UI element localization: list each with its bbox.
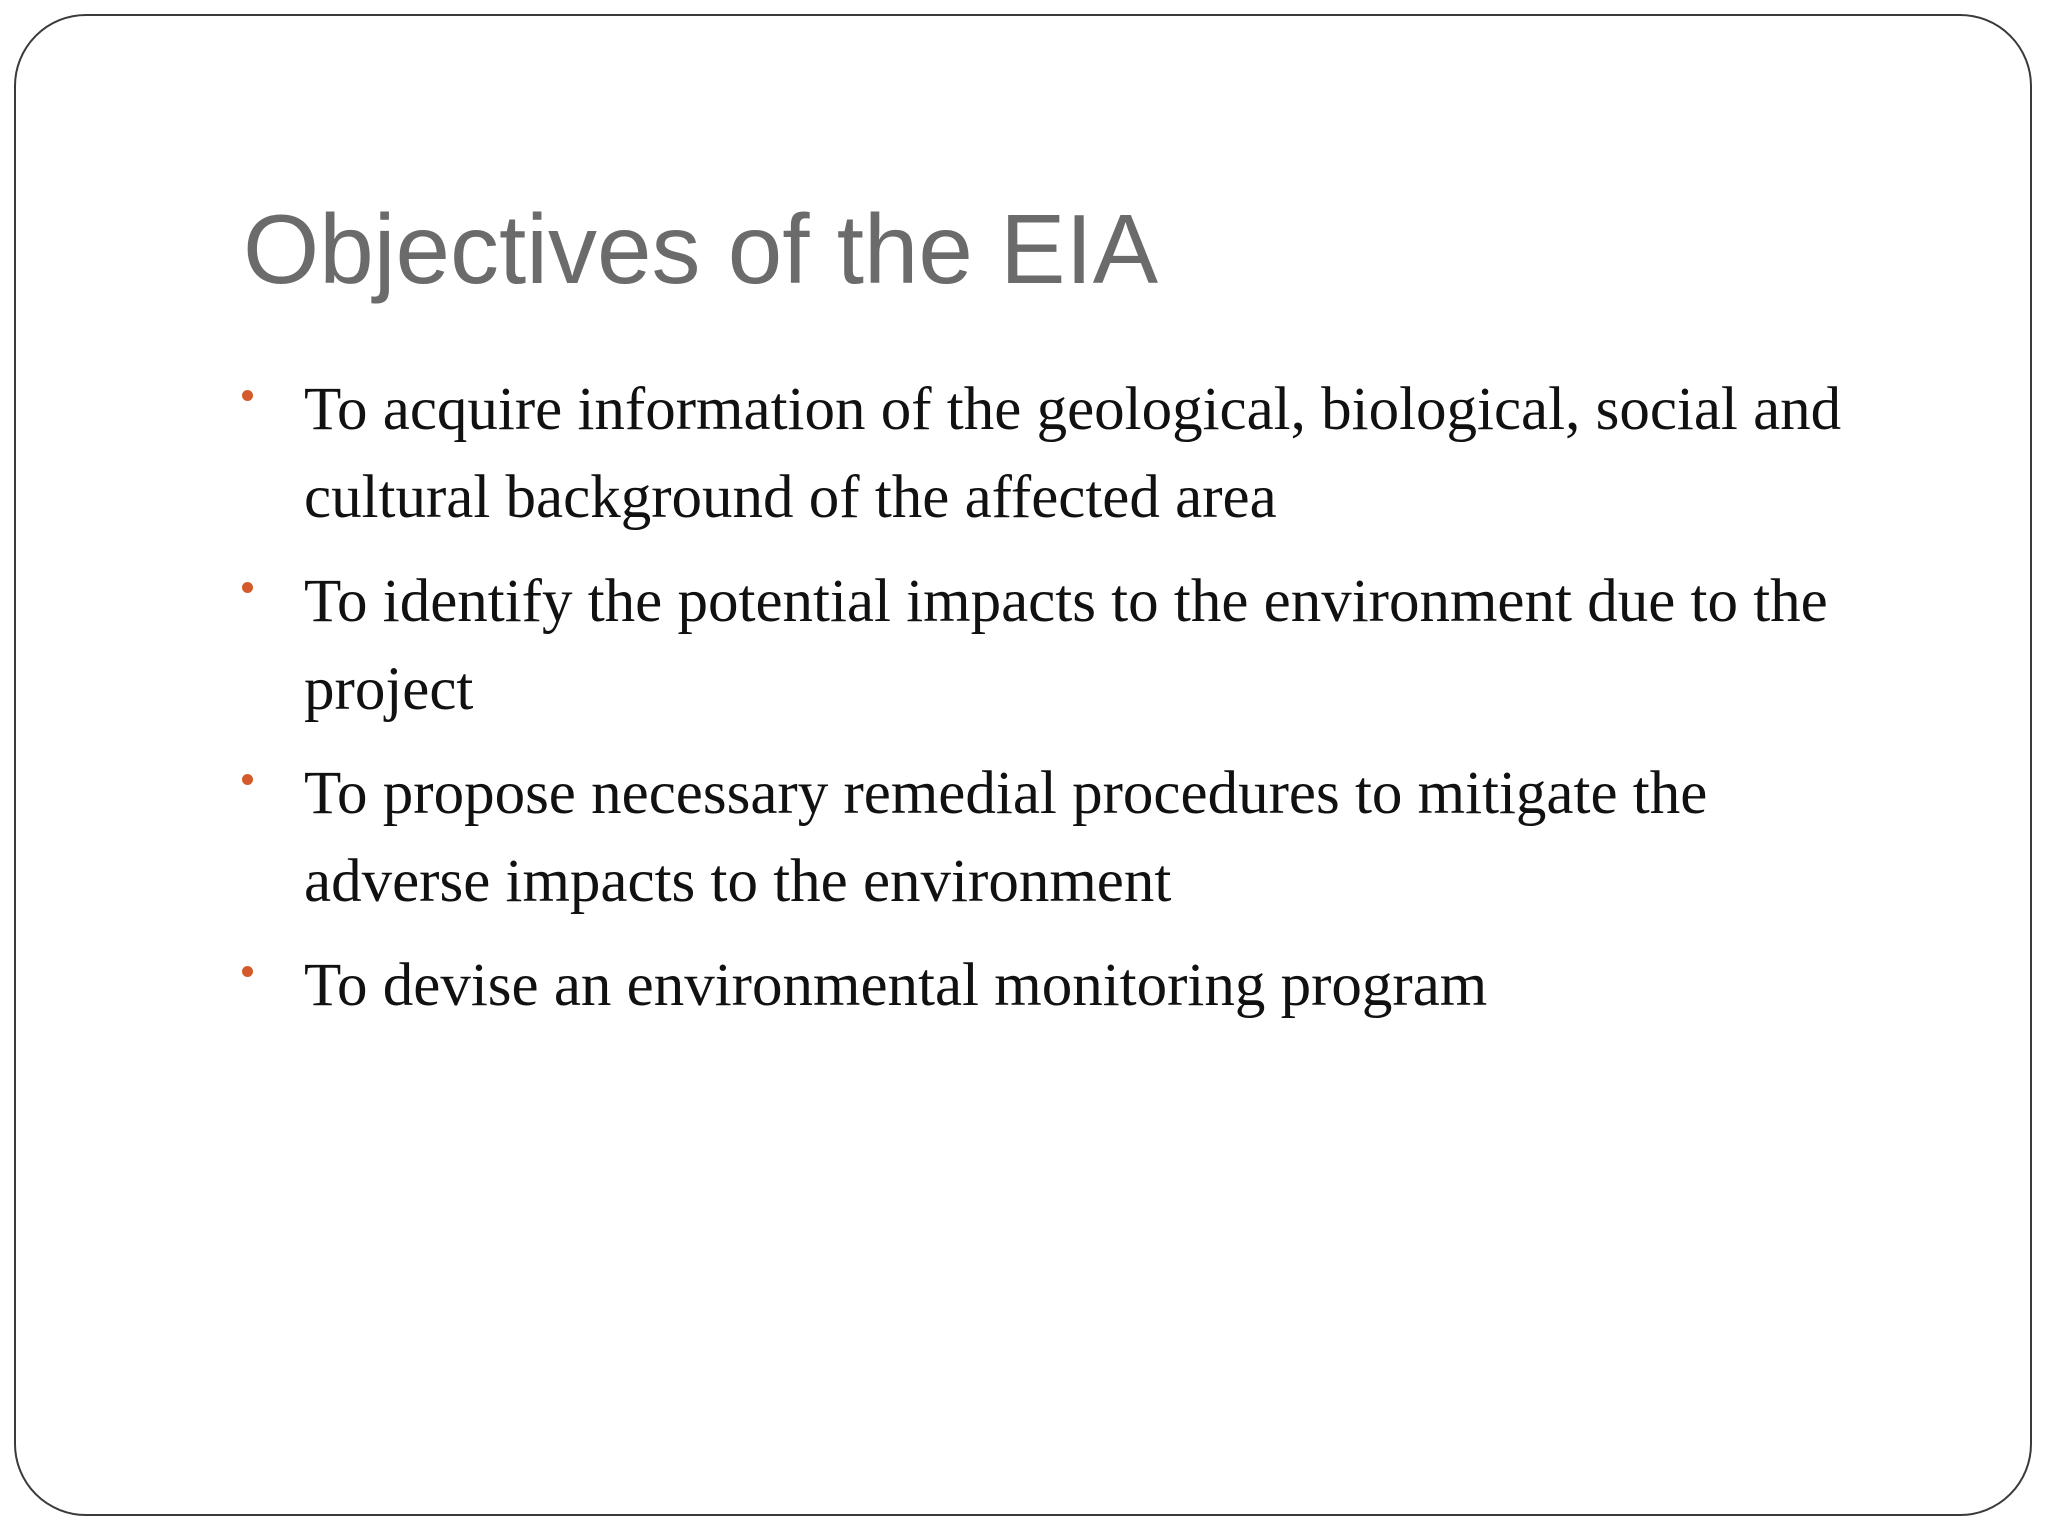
bullet-list (242, 366, 1902, 1046)
bullet-text: To identify the potential impacts to the environment due to the project (304, 568, 1828, 723)
bullet-text: To propose necessary remedial procedures to mitigate the adverse impacts to the environment (304, 760, 1708, 915)
bullet-dot-icon (242, 582, 253, 593)
slide-title: Objectives of the EIA (243, 194, 1159, 304)
bullet-dot-icon (242, 390, 253, 401)
bullet-text: To acquire information of the geological, biological, social and cultural background of the affected area (304, 376, 1842, 531)
bullet-dot-icon (242, 774, 253, 785)
bullet-item (242, 366, 1902, 542)
slide-frame (14, 14, 2032, 1516)
bullet-item (242, 750, 1902, 926)
bullet-item (242, 942, 1902, 1030)
bullet-item (242, 558, 1902, 734)
bullet-text: To devise an environmental monitoring program (304, 952, 1488, 1019)
bullet-dot-icon (242, 966, 253, 977)
